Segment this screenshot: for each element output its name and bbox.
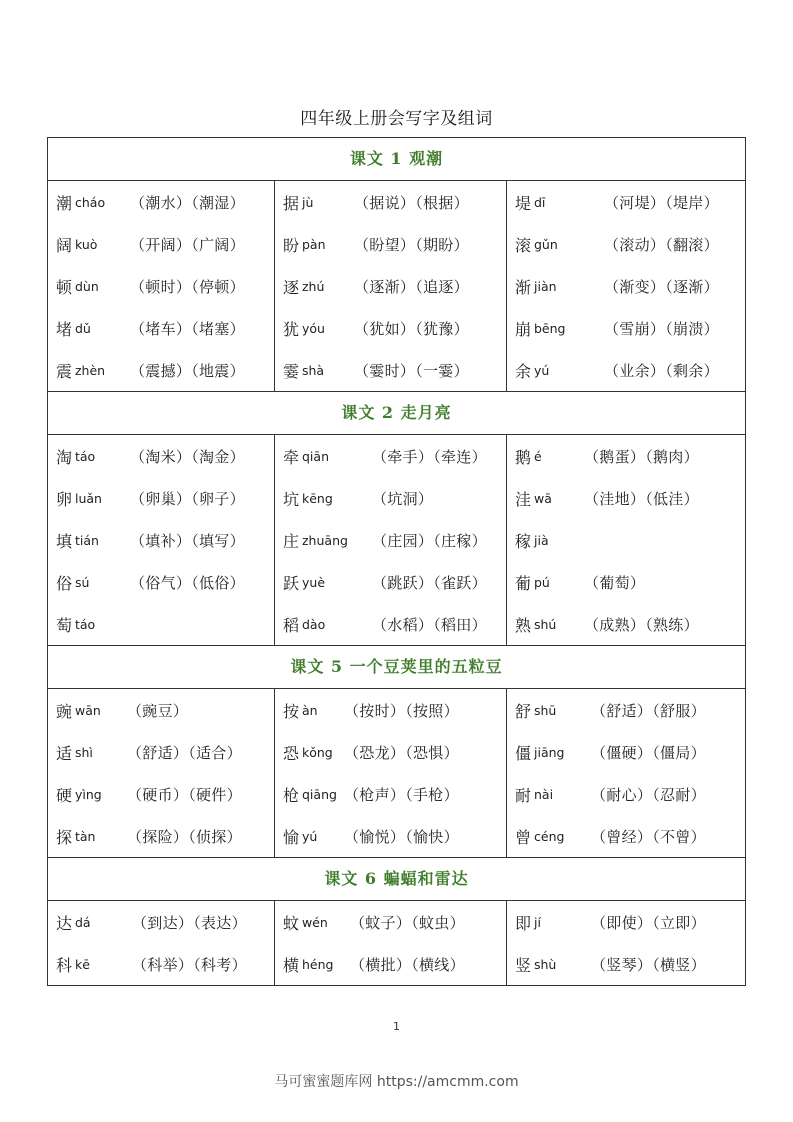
entry-pinyin: zhuāng bbox=[302, 532, 348, 548]
footer-watermark: 马可蜜蜜题库网 https://amcmm.com bbox=[274, 1074, 519, 1090]
entry-words: （淘米）（淘金） bbox=[130, 447, 245, 466]
entry-character: 盼 bbox=[283, 235, 300, 255]
entry-character: 即 bbox=[515, 913, 532, 933]
vocab-entry bbox=[515, 773, 745, 815]
entry-character: 滚 bbox=[515, 235, 532, 255]
entry-words: （恐龙）（恐惧） bbox=[344, 743, 459, 762]
entry-pinyin: shú bbox=[534, 616, 557, 632]
vocab-entry bbox=[283, 689, 506, 731]
entry-pinyin: cháo bbox=[75, 194, 106, 210]
entry-character: 阔 bbox=[56, 235, 73, 255]
entry-character: 余 bbox=[515, 361, 532, 381]
entry-character: 堵 bbox=[56, 319, 73, 339]
entry-words: （滚动）（翻滚） bbox=[604, 235, 719, 254]
entry-pinyin: yìng bbox=[75, 786, 102, 802]
entry-character: 僵 bbox=[515, 743, 532, 763]
entry-pinyin: shū bbox=[534, 702, 557, 718]
entry-pinyin: táo bbox=[75, 448, 96, 464]
vocab-entry bbox=[283, 435, 506, 477]
entry-pinyin: yóu bbox=[302, 320, 325, 336]
vocab-entry bbox=[515, 603, 745, 645]
vocab-entry bbox=[283, 181, 506, 223]
entry-words: （坑洞） bbox=[372, 489, 434, 508]
vocab-entry bbox=[56, 519, 274, 561]
vocab-entry bbox=[56, 901, 274, 943]
entry-pinyin: shì bbox=[75, 744, 93, 760]
entry-character: 稼 bbox=[515, 531, 532, 551]
entry-character: 震 bbox=[56, 361, 73, 381]
entry-character: 坑 bbox=[283, 489, 300, 509]
entry-words: （枪声）（手枪） bbox=[344, 785, 459, 804]
section-heading: 课文 5 一个豆荚里的五粒豆 bbox=[48, 646, 745, 689]
section-column bbox=[506, 901, 745, 985]
vocab-entry bbox=[515, 265, 745, 307]
vocabulary-table bbox=[47, 137, 746, 986]
vocab-entry bbox=[515, 943, 745, 985]
vocab-entry bbox=[283, 223, 506, 265]
entry-words: （硬币）（硬件） bbox=[127, 785, 242, 804]
vocab-entry bbox=[283, 603, 506, 645]
entry-pinyin: héng bbox=[302, 956, 334, 972]
vocab-entry bbox=[56, 773, 274, 815]
entry-character: 牵 bbox=[283, 447, 300, 467]
entry-words: （堵车）（堵塞） bbox=[130, 319, 245, 338]
entry-pinyin: dǔ bbox=[75, 320, 91, 336]
entry-pinyin: qiān bbox=[302, 448, 329, 464]
entry-character: 逐 bbox=[283, 277, 300, 297]
document-title: 四年级上册会写字及组词 bbox=[300, 109, 493, 129]
vocab-entry bbox=[515, 477, 745, 519]
entry-words: （渐变）（逐渐） bbox=[604, 277, 719, 296]
entry-pinyin: kuò bbox=[75, 236, 98, 252]
vocab-entry bbox=[56, 603, 274, 645]
entry-character: 霎 bbox=[283, 361, 300, 381]
vocab-entry bbox=[515, 901, 745, 943]
entry-pinyin: wān bbox=[75, 702, 101, 718]
entry-pinyin: dào bbox=[302, 616, 326, 632]
entry-character: 舒 bbox=[515, 701, 532, 721]
vocab-entry bbox=[515, 561, 745, 603]
entry-words: （填补）（填写） bbox=[130, 531, 245, 550]
entry-words: （葡萄） bbox=[584, 573, 646, 592]
entry-character: 曾 bbox=[515, 827, 532, 847]
entry-words: （按时）（按照） bbox=[344, 701, 459, 720]
page-number: 1 bbox=[393, 1020, 400, 1033]
vocab-entry bbox=[283, 349, 506, 391]
entry-words: （霎时）（一霎） bbox=[354, 361, 469, 380]
entry-character: 庄 bbox=[283, 531, 300, 551]
entry-character: 卵 bbox=[56, 489, 73, 509]
entry-words: （据说）（根据） bbox=[354, 193, 469, 212]
section-column bbox=[506, 181, 745, 391]
entry-words: （开阔）（广阔） bbox=[130, 235, 245, 254]
entry-words: （盼望）（期盼） bbox=[354, 235, 469, 254]
vocab-entry bbox=[515, 519, 745, 561]
entry-character: 枪 bbox=[283, 785, 300, 805]
entry-character: 填 bbox=[56, 531, 73, 551]
entry-pinyin: àn bbox=[302, 702, 318, 718]
vocab-entry bbox=[56, 435, 274, 477]
section-column bbox=[48, 181, 274, 391]
entry-words: （逐渐）（追逐） bbox=[354, 277, 469, 296]
entry-words: （舒适）（舒服） bbox=[591, 701, 706, 720]
entry-pinyin: dùn bbox=[75, 278, 99, 294]
entry-pinyin: yuè bbox=[302, 574, 326, 590]
entry-words: （探险）（侦探） bbox=[127, 827, 242, 846]
entry-pinyin: bēng bbox=[534, 320, 566, 336]
entry-pinyin: dá bbox=[75, 914, 91, 930]
vocab-entry bbox=[283, 519, 506, 561]
entry-character: 潮 bbox=[56, 193, 73, 213]
entry-pinyin: nài bbox=[534, 786, 554, 802]
entry-pinyin: jù bbox=[302, 194, 314, 210]
entry-character: 探 bbox=[56, 827, 73, 847]
entry-character: 堤 bbox=[515, 193, 532, 213]
entry-words: （俗气）（低俗） bbox=[130, 573, 245, 592]
section-column bbox=[48, 901, 274, 985]
vocab-entry bbox=[515, 435, 745, 477]
entry-words: （河堤）（堤岸） bbox=[604, 193, 719, 212]
entry-words: （牵手）（牵连） bbox=[372, 447, 487, 466]
section-column bbox=[274, 689, 506, 857]
entry-character: 俗 bbox=[56, 573, 73, 593]
entry-pinyin: dī bbox=[534, 194, 546, 210]
entry-character: 适 bbox=[56, 743, 73, 763]
entry-pinyin: é bbox=[534, 448, 542, 464]
entry-character: 熟 bbox=[515, 615, 532, 635]
entry-pinyin: kē bbox=[75, 956, 90, 972]
entry-character: 硬 bbox=[56, 785, 73, 805]
section-column bbox=[274, 181, 506, 391]
entry-words: （舒适）（适合） bbox=[127, 743, 242, 762]
section-heading: 课文 2 走月亮 bbox=[48, 392, 745, 435]
section-body bbox=[48, 435, 745, 646]
entry-character: 洼 bbox=[515, 489, 532, 509]
entry-pinyin: pàn bbox=[302, 236, 326, 252]
entry-pinyin: jiāng bbox=[534, 744, 565, 760]
vocab-entry bbox=[283, 815, 506, 857]
vocab-entry bbox=[283, 477, 506, 519]
vocab-entry bbox=[56, 349, 274, 391]
section-heading: 课文 6 蝙蝠和雷达 bbox=[48, 858, 745, 901]
vocab-entry bbox=[56, 307, 274, 349]
entry-character: 崩 bbox=[515, 319, 532, 339]
entry-words: （业余）（剩余） bbox=[604, 361, 719, 380]
entry-words: （即使）（立即） bbox=[591, 913, 706, 932]
entry-words: （蚊子）（蚊虫） bbox=[350, 913, 465, 932]
vocab-entry bbox=[515, 815, 745, 857]
vocab-entry bbox=[283, 901, 506, 943]
section-column bbox=[48, 435, 274, 645]
entry-words: （犹如）（犹豫） bbox=[354, 319, 469, 338]
entry-words: （到达）（表达） bbox=[132, 913, 247, 932]
entry-pinyin: wén bbox=[302, 914, 328, 930]
vocab-entry bbox=[283, 773, 506, 815]
vocab-entry bbox=[56, 689, 274, 731]
vocab-entry bbox=[515, 223, 745, 265]
entry-pinyin: táo bbox=[75, 616, 96, 632]
section-body bbox=[48, 901, 745, 985]
vocab-entry bbox=[56, 943, 274, 985]
vocab-entry bbox=[515, 307, 745, 349]
section-column bbox=[274, 901, 506, 985]
section-body bbox=[48, 689, 745, 858]
entry-words: （愉悦）（愉快） bbox=[344, 827, 459, 846]
section-column bbox=[48, 689, 274, 857]
entry-character: 据 bbox=[283, 193, 300, 213]
vocab-entry bbox=[283, 561, 506, 603]
entry-character: 豌 bbox=[56, 701, 73, 721]
entry-character: 蚊 bbox=[283, 913, 300, 933]
vocab-entry bbox=[515, 181, 745, 223]
entry-character: 跃 bbox=[283, 573, 300, 593]
vocab-entry bbox=[515, 731, 745, 773]
entry-words: （僵硬）（僵局） bbox=[591, 743, 706, 762]
entry-pinyin: wā bbox=[534, 490, 552, 506]
entry-words: （成熟）（熟练） bbox=[584, 615, 699, 634]
entry-pinyin: kǒng bbox=[302, 744, 333, 760]
entry-pinyin: pú bbox=[534, 574, 550, 590]
entry-pinyin: shù bbox=[534, 956, 557, 972]
entry-words: （洼地）（低洼） bbox=[584, 489, 699, 508]
section-column bbox=[506, 435, 745, 645]
vocab-entry bbox=[283, 265, 506, 307]
vocab-entry bbox=[56, 561, 274, 603]
entry-character: 葡 bbox=[515, 573, 532, 593]
section-body bbox=[48, 181, 745, 392]
entry-character: 犹 bbox=[283, 319, 300, 339]
entry-pinyin: shà bbox=[302, 362, 325, 378]
vocab-entry bbox=[56, 223, 274, 265]
entry-character: 恐 bbox=[283, 743, 300, 763]
vocab-entry bbox=[283, 731, 506, 773]
entry-character: 稻 bbox=[283, 615, 300, 635]
entry-character: 横 bbox=[283, 955, 300, 975]
entry-pinyin: yú bbox=[534, 362, 550, 378]
entry-words: （跳跃）（雀跃） bbox=[372, 573, 487, 592]
vocab-entry bbox=[283, 943, 506, 985]
entry-words: （曾经）（不曾） bbox=[591, 827, 706, 846]
entry-words: （耐心）（忍耐） bbox=[591, 785, 706, 804]
entry-pinyin: jiàn bbox=[534, 278, 557, 294]
entry-words: （科举）（科考） bbox=[132, 955, 247, 974]
entry-character: 萄 bbox=[56, 615, 73, 635]
vocab-entry bbox=[56, 477, 274, 519]
entry-pinyin: kēng bbox=[302, 490, 333, 506]
entry-pinyin: jià bbox=[534, 532, 549, 548]
entry-character: 愉 bbox=[283, 827, 300, 847]
entry-words: （雪崩）（崩溃） bbox=[604, 319, 719, 338]
entry-pinyin: gǔn bbox=[534, 236, 558, 252]
entry-pinyin: tián bbox=[75, 532, 99, 548]
entry-pinyin: qiāng bbox=[302, 786, 337, 802]
entry-words: （潮水）（潮湿） bbox=[130, 193, 245, 212]
entry-character: 顿 bbox=[56, 277, 73, 297]
entry-pinyin: sú bbox=[75, 574, 90, 590]
entry-words: （顿时）（停顿） bbox=[130, 277, 245, 296]
vocab-entry bbox=[283, 307, 506, 349]
section-heading: 课文 1 观潮 bbox=[48, 138, 745, 181]
vocab-entry bbox=[56, 731, 274, 773]
entry-character: 按 bbox=[283, 701, 300, 721]
entry-pinyin: céng bbox=[534, 828, 565, 844]
entry-character: 达 bbox=[56, 913, 73, 933]
entry-character: 耐 bbox=[515, 785, 532, 805]
section-column bbox=[506, 689, 745, 857]
entry-words: （卵巢）（卵子） bbox=[130, 489, 245, 508]
entry-words: （水稻）（稻田） bbox=[372, 615, 487, 634]
entry-words: （横批）（横线） bbox=[350, 955, 465, 974]
entry-pinyin: yú bbox=[302, 828, 318, 844]
entry-pinyin: luǎn bbox=[75, 490, 102, 506]
entry-pinyin: jí bbox=[534, 914, 541, 930]
entry-words: （鹅蛋）（鹅肉） bbox=[584, 447, 699, 466]
entry-character: 鹅 bbox=[515, 447, 532, 467]
entry-character: 竖 bbox=[515, 955, 532, 975]
vocab-entry bbox=[515, 689, 745, 731]
entry-words: （庄园）（庄稼） bbox=[372, 531, 487, 550]
entry-words: （竖琴）（横竖） bbox=[591, 955, 706, 974]
vocab-entry bbox=[515, 349, 745, 391]
vocab-entry bbox=[56, 265, 274, 307]
vocab-entry bbox=[56, 815, 274, 857]
entry-character: 淘 bbox=[56, 447, 73, 467]
entry-pinyin: zhèn bbox=[75, 362, 106, 378]
entry-character: 科 bbox=[56, 955, 73, 975]
entry-pinyin: tàn bbox=[75, 828, 96, 844]
entry-pinyin: zhú bbox=[302, 278, 325, 294]
section-column bbox=[274, 435, 506, 645]
entry-character: 渐 bbox=[515, 277, 532, 297]
entry-words: （豌豆） bbox=[127, 701, 189, 720]
vocab-entry bbox=[56, 181, 274, 223]
entry-words: （震撼）（地震） bbox=[130, 361, 245, 380]
